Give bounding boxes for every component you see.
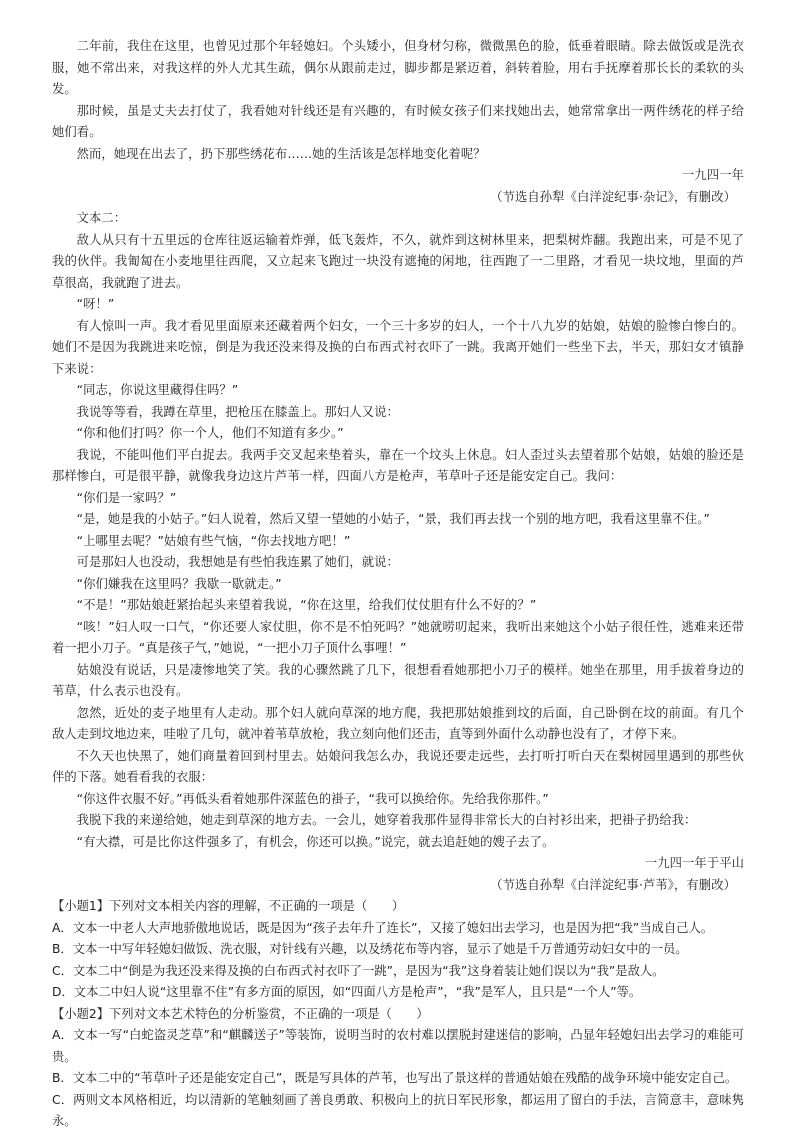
paragraph: 二年前，我住在这里，也曾见过那个年轻媳妇。个头矮小，但身材匀称，微微黑色的脸，低垂着眼睛。除去做饭或是洗衣服，她不常出来，对我这样的外人尤其生疏，偶尔从跟前走过，脚步都是紧迈着，斜转着脸，用右手抚摩着那长长的柔软的头发。 <box>52 39 744 96</box>
text2-section <box>52 208 744 896</box>
option-c: C．文本二中“倒是为我还没来得及换的白布西式衬衣吓了一跳”，是因为“我”这身着装让她们误以为“我”是敌人。 <box>52 963 665 978</box>
text2-heading: 文本二： <box>76 211 127 225</box>
option-a: A．文本一写“白蛇盗灵芝草”和“麒麟送子”等装饰，说明当时的农村难以摆脱封建迷信的影响，凸显年轻媳妇出去学习的难能可贵。 <box>52 1028 744 1064</box>
paragraph: “你们嫌我在这里吗？我歇一歇就走。” <box>76 576 282 591</box>
paragraph: 敌人从只有十五里远的仓库往返运输着炸弹，低飞轰炸，不久，就炸到这树林里来，把梨树炸翻。我跑出来，可是不见了我的伙伴。我匍匐在小麦地里往西爬，又立起来飞跑过一块没有遮掩的闲地，往西跑了一二里路，才看见一块坟地，里面的芦草很高，我就跑了进去。 <box>52 232 744 290</box>
paragraph: 我说等等看，我蹲在草里，把枪压在膝盖上。那妇人又说： <box>76 404 399 419</box>
question-stem: 【小题2】下列对文本艺术特色的分析鉴赏，不正确的一项是（ ） <box>52 1006 429 1021</box>
text1-source: （节选自孙犁《白洋淀纪事·杂记》，有删改） <box>490 189 736 204</box>
paragraph: “有大襟，可是比你这件强多了，有机会，你还可以换。”说完，就去追赶她的嫂子去了。 <box>76 834 555 849</box>
paragraph: “呀！” <box>76 297 115 311</box>
question-1 <box>52 896 744 1004</box>
paragraph: 然而，她现在出去了，扔下那些绣花布……她的生活该是怎样地变化着呢？ <box>76 146 486 161</box>
option-a: A．文本一中老人大声地骄傲地说话，既是因为“孩子去年升了连长”，又接了媳妇出去学习，也是因为把“我”当成自己人。 <box>52 920 714 935</box>
paragraph: “同志，你说这里藏得住吗？” <box>76 383 239 397</box>
paragraph: “不是！”那姑娘赶紧抬起头来望着我说，“你在这里，给我们仗仗胆有什么不好的？” <box>76 598 537 612</box>
paragraph: 我说，不能叫他们平白捉去。我两手交叉起来垫着头，靠在一个坟头上休息。妇人歪过头去望着那个姑娘，姑娘的脸还是那样惨白，可是很平静，就像我身边这片芦苇一样，四面八方是枪声，苇草叶子还是能安定自己。我问： <box>52 447 744 483</box>
text2-source: （节选自孙犁《白洋淀纪事·芦苇》，有删改） <box>490 877 736 892</box>
paragraph: 姑娘没有说话，只是凄惨地笑了笑。我的心骤然跳了几下，很想看看她那把小刀子的模样。她坐在那里，用手拔着身边的苇草，什么表示也没有。 <box>52 662 744 698</box>
paragraph: “咳！”妇人叹一口气，“你还要人家仗胆，你不是不怕死吗？”她就唠叨起来，我听出来她这个小姑子很任性，逃难来还带着一把小刀子。“真是孩子气，”她说，“一把小刀子顶什么事哩！” <box>52 619 744 655</box>
option-b: B．文本一中写年轻媳妇做饭、洗衣服，对针线有兴趣，以及绣花布等内容，显示了她是千万普通劳动妇女中的一员。 <box>52 942 688 956</box>
question-stem: 【小题1】下列对文本相关内容的理解，不正确的一项是（ ） <box>52 899 405 913</box>
question-2 <box>52 1004 744 1133</box>
paragraph: 我脱下我的来递给她，她走到草深的地方去。一会儿，她穿着我那件显得非常长大的白衬衫出来，把褂子扔给我： <box>76 813 697 827</box>
paragraph: 不久天也快黑了，她们商量着回到村里去。姑娘问我怎么办，我说还要走远些，去打听打听白天在梨树园里遇到的那些伙伴的下落。她看看我的衣服： <box>52 748 744 784</box>
paragraph: 可是那妇人也没动，我想她是有些怕我连累了她们，就说： <box>76 555 399 569</box>
paragraph: 那时候，虽是丈夫去打仗了，我看她对针线还是有兴趣的，有时候女孩子们来找她出去，她常常拿出一两件绣花的样子给她们看。 <box>52 103 744 139</box>
paragraph: “你和他们打吗？你一个人，他们不知道有多少。” <box>76 426 344 440</box>
text1-date: 一九四一年 <box>682 168 744 182</box>
paragraph: “你这件衣服不好。”再低头看着她那件深蓝色的褂子，“我可以换给你。先给我你那件。” <box>76 791 549 806</box>
paragraph: 忽然，近处的麦子地里有人走动。那个妇人就向草深的地方爬，我把那姑娘推到坟的后面，自己卧倒在坟的前面。有几个敌人走到坟地边来，哇啦了几句，就冲着苇草放枪，我立刻向他们还击，直等到外面什么动静也没有了，才停下来。 <box>52 705 744 741</box>
option-d: D．文本二中妇人说“这里靠不住”有多方面的原因，如“四面八方是枪声”，“我”是军人，且只是“一个人”等。 <box>52 985 642 999</box>
document-page <box>52 36 744 1133</box>
paragraph: 有人惊叫一声。我才看见里面原来还藏着两个妇女，一个三十多岁的妇人，一个十八九岁的姑娘，姑娘的脸惨白惨白的。她们不是因为我跳进来吃惊，倒是为我还没来得及换的白布西式衬衣吓了一跳。我离开她们一些坐下去，半天，那妇女才镇静下来说： <box>52 318 744 376</box>
text1-section <box>52 36 744 208</box>
option-c: C．两则文本风格相近，均以清新的笔触刻画了善良勇敢、积极向上的抗日军民形象，都运用了留白的手法，言简意丰，意味隽永。 <box>52 1092 744 1128</box>
paragraph: “是，她是我的小姑子。”妇人说着，然后又望一望她的小姑子，“景，我们再去找一个别的地方吧，我看这里靠不住。” <box>76 512 711 526</box>
option-b: B．文本二中的“苇草叶子还是能安定自己”，既是写具体的芦苇，也写出了景这样的普通姑娘在残酷的战争环境中能安定自己。 <box>52 1071 738 1085</box>
text2-date: 一九四一年于平山 <box>644 856 744 870</box>
paragraph: “你们是一家吗？” <box>76 490 177 505</box>
paragraph: “上哪里去呢？”姑娘有些气恼，“你去找地方吧！” <box>76 533 351 548</box>
